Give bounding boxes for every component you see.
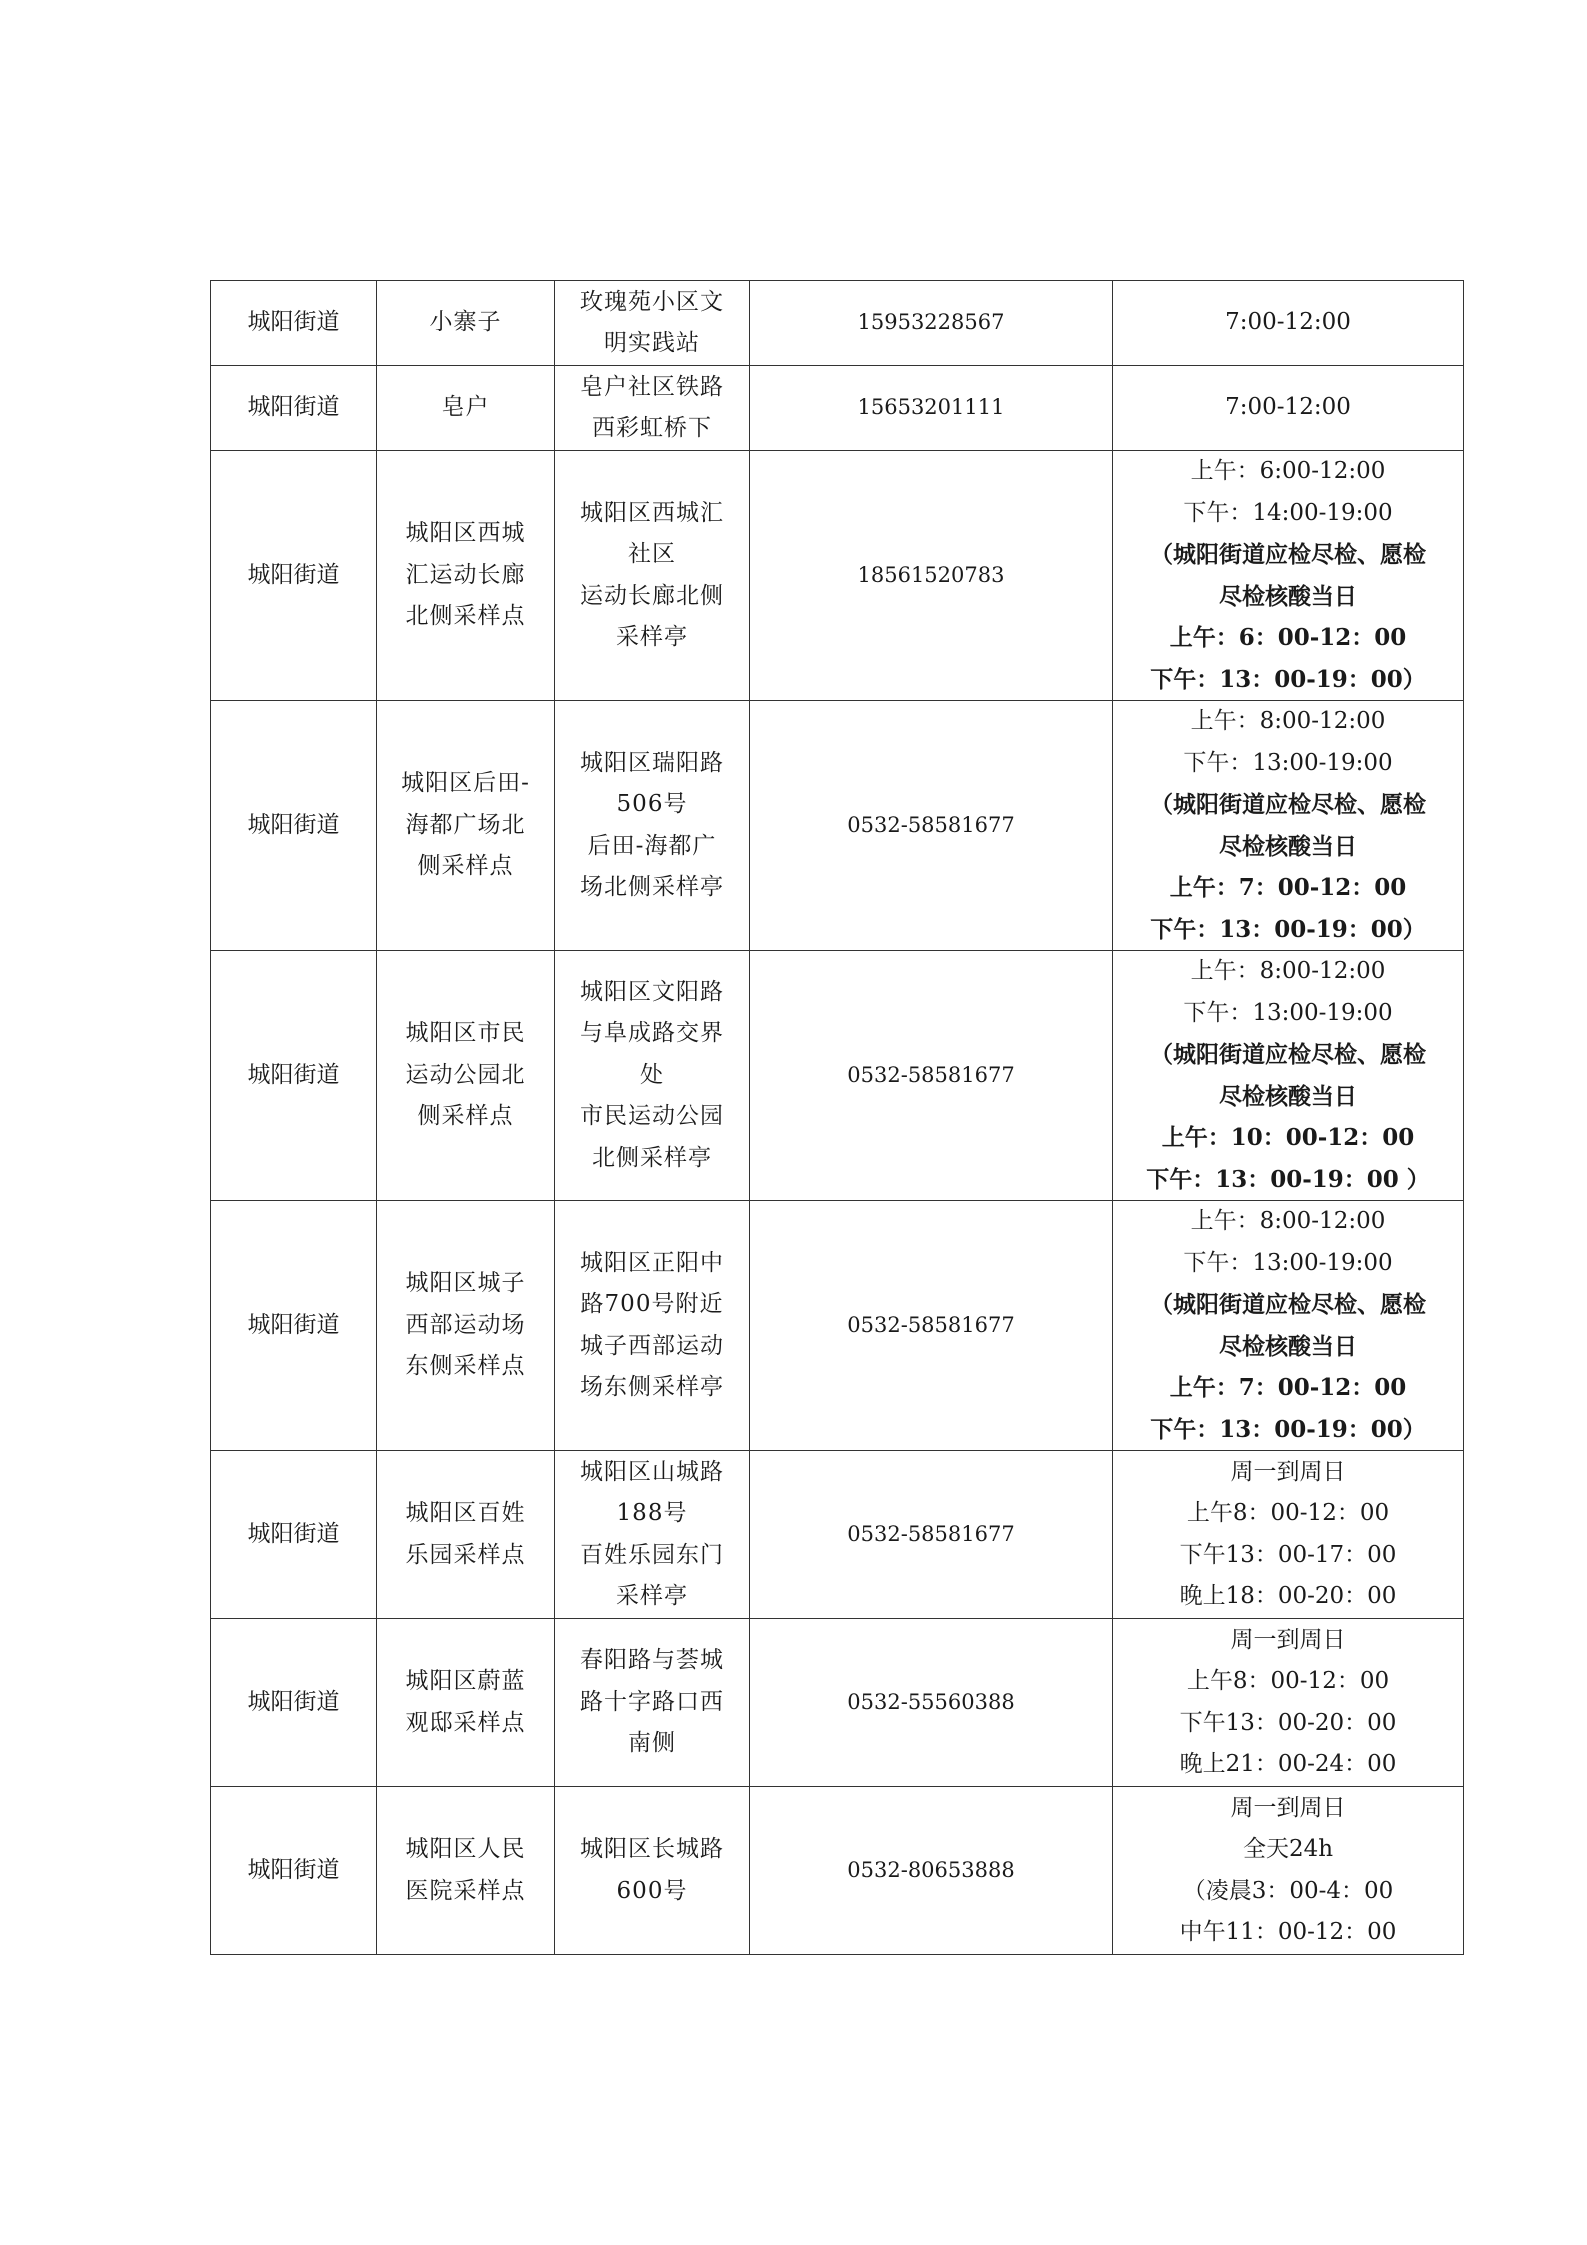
cell-line: 小寨子 xyxy=(429,309,502,336)
cell-line: 下午：13:00-19:00 xyxy=(1183,749,1393,776)
cell-line: 市民运动公园 xyxy=(580,1103,724,1130)
cell-line: 7:00-12:00 xyxy=(1225,394,1351,421)
cell-line: 皂户 xyxy=(441,394,490,421)
table-row xyxy=(211,451,1464,701)
cell-line: 中午11：00-12：00 xyxy=(1179,1919,1397,1945)
cell-line: 侧采样点 xyxy=(417,1103,514,1130)
cell-line: 处 xyxy=(640,1061,664,1088)
cell-line: （城阳街道应检尽检、愿检 xyxy=(1150,1291,1426,1318)
cell-line: 周一到周日 xyxy=(1230,1794,1346,1821)
street-cell: 城阳街道 xyxy=(211,1619,377,1787)
site-name-cell xyxy=(377,951,555,1201)
hours-cell xyxy=(1113,1201,1464,1451)
table-row xyxy=(211,366,1464,451)
cell-line: 汇运动长廊 xyxy=(405,561,526,588)
street-cell: 城阳街道 xyxy=(211,1451,377,1619)
cell-line: 上午：6：00-12：00 xyxy=(1169,624,1407,651)
table-row xyxy=(211,1201,1464,1451)
cell-line: 后田-海都广 xyxy=(587,832,717,859)
location-cell xyxy=(555,451,750,701)
cell-line: 北侧采样亭 xyxy=(592,1144,712,1171)
cell-line: （城阳街道应检尽检、愿检 xyxy=(1150,1041,1426,1068)
site-name-cell xyxy=(377,366,555,451)
hours-cell xyxy=(1113,1619,1464,1787)
cell-line: 上午：7：00-12：00 xyxy=(1169,1374,1407,1401)
cell-line: 采样亭 xyxy=(616,1583,688,1609)
cell-line: 与阜成路交界 xyxy=(580,1020,724,1047)
cell-line: 下午：13：00-19：00） xyxy=(1150,1415,1426,1443)
cell-line: 场东侧采样亭 xyxy=(580,1374,724,1400)
street-cell: 城阳街道 xyxy=(211,701,377,951)
location-cell xyxy=(555,1201,750,1451)
street-cell: 城阳街道 xyxy=(211,1201,377,1451)
cell-line: 晚上21：00-24：00 xyxy=(1179,1751,1397,1777)
table-row xyxy=(211,281,1464,366)
cell-line: 城阳区城子 xyxy=(405,1270,526,1297)
location-cell xyxy=(555,1787,750,1955)
cell-line: 城阳区西城汇 xyxy=(580,499,724,526)
phone-cell: 0532-58581677 xyxy=(750,701,1113,951)
location-cell xyxy=(555,281,750,366)
phone-cell: 0532-58581677 xyxy=(750,1451,1113,1619)
street-cell: 城阳街道 xyxy=(211,1787,377,1955)
cell-line: 玫瑰苑小区文 xyxy=(580,288,724,315)
cell-line: 城阳区正阳中 xyxy=(580,1249,724,1276)
cell-line: 医院采样点 xyxy=(405,1877,526,1904)
cell-line: 运动公园北 xyxy=(405,1061,526,1088)
cell-line: 城阳区西城 xyxy=(405,520,526,547)
table-row xyxy=(211,1619,1464,1787)
cell-line: 城阳区人民 xyxy=(405,1836,526,1862)
cell-line: （城阳街道应检尽检、愿检 xyxy=(1150,541,1426,568)
site-name-cell xyxy=(377,701,555,951)
cell-line: 上午：7：00-12：00 xyxy=(1169,874,1407,901)
cell-line: 城阳区瑞阳路 xyxy=(580,749,724,776)
hours-cell xyxy=(1113,1451,1464,1619)
cell-line: 路700号附近 xyxy=(580,1291,724,1317)
cell-line: 600号 xyxy=(616,1877,688,1904)
street-cell: 城阳街道 xyxy=(211,951,377,1201)
cell-line: 城阳区蔚蓝 xyxy=(405,1668,526,1694)
cell-line: 城阳区长城路 xyxy=(580,1836,724,1862)
cell-line: 运动长廊北侧 xyxy=(580,582,724,609)
cell-line: （凌晨3：00-4：00 xyxy=(1182,1877,1394,1904)
site-name-cell xyxy=(377,1451,555,1619)
hours-cell xyxy=(1113,1787,1464,1955)
cell-line: 下午13：00-17：00 xyxy=(1179,1541,1397,1568)
location-cell xyxy=(555,1619,750,1787)
cell-line: 上午：8:00-12:00 xyxy=(1190,708,1386,734)
cell-line: 下午13：00-20：00 xyxy=(1179,1709,1397,1736)
cell-line: 7:00-12:00 xyxy=(1225,309,1351,336)
site-name-cell xyxy=(377,451,555,701)
hours-cell xyxy=(1113,451,1464,701)
site-name-cell xyxy=(377,281,555,366)
phone-cell: 15953228567 xyxy=(750,281,1113,366)
cell-line: 城阳区后田- xyxy=(401,770,530,797)
cell-line: 百姓乐园东门 xyxy=(580,1541,724,1568)
cell-line: 社区 xyxy=(628,541,676,567)
cell-line: 下午：13：00-19：00） xyxy=(1150,915,1426,943)
cell-line: 明实践站 xyxy=(604,330,700,356)
cell-line: 城阳区市民 xyxy=(405,1020,526,1047)
cell-line: 188号 xyxy=(616,1500,688,1526)
hours-cell xyxy=(1113,701,1464,951)
cell-line: 下午：14:00-19:00 xyxy=(1183,499,1393,526)
cell-line: 城子西部运动 xyxy=(580,1332,724,1359)
street-cell: 城阳街道 xyxy=(211,366,377,451)
cell-line: 西彩虹桥下 xyxy=(592,415,712,441)
site-name-cell xyxy=(377,1787,555,1955)
cell-line: 南侧 xyxy=(628,1730,676,1757)
cell-line: 上午：6:00-12:00 xyxy=(1190,458,1386,484)
phone-cell: 0532-58581677 xyxy=(750,951,1113,1201)
cell-line: 尽检核酸当日 xyxy=(1219,832,1357,860)
cell-line: （城阳街道应检尽检、愿检 xyxy=(1150,791,1426,818)
cell-line: 上午8：00-12：00 xyxy=(1186,1668,1390,1694)
table-body xyxy=(211,281,1464,1955)
street-cell: 城阳街道 xyxy=(211,451,377,701)
location-cell xyxy=(555,701,750,951)
cell-line: 采样亭 xyxy=(616,624,688,650)
street-cell: 城阳街道 xyxy=(211,281,377,366)
cell-line: 上午：8:00-12:00 xyxy=(1190,958,1386,984)
cell-line: 尽检核酸当日 xyxy=(1219,1082,1357,1110)
cell-line: 侧采样点 xyxy=(417,853,514,880)
cell-line: 晚上18：00-20：00 xyxy=(1179,1583,1397,1609)
cell-line: 506号 xyxy=(616,791,688,817)
phone-cell: 0532-58581677 xyxy=(750,1201,1113,1451)
cell-line: 北侧采样点 xyxy=(405,603,526,630)
table-row xyxy=(211,1787,1464,1955)
cell-line: 城阳区山城路 xyxy=(580,1458,724,1485)
location-cell xyxy=(555,951,750,1201)
location-cell xyxy=(555,366,750,451)
cell-line: 城阳区文阳路 xyxy=(580,978,724,1005)
cell-line: 西部运动场 xyxy=(405,1311,526,1338)
site-name-cell xyxy=(377,1201,555,1451)
table-row xyxy=(211,701,1464,951)
hours-cell xyxy=(1113,951,1464,1201)
cell-line: 尽检核酸当日 xyxy=(1219,582,1357,610)
cell-line: 下午：13：00-19：00 ） xyxy=(1146,1165,1430,1193)
phone-cell: 15653201111 xyxy=(750,366,1113,451)
sampling-sites-table xyxy=(210,280,1464,1955)
cell-line: 场北侧采样亭 xyxy=(580,874,724,900)
hours-cell xyxy=(1113,281,1464,366)
cell-line: 周一到周日 xyxy=(1230,1626,1346,1653)
hours-cell xyxy=(1113,366,1464,451)
phone-cell: 0532-55560388 xyxy=(750,1619,1113,1787)
cell-line: 周一到周日 xyxy=(1230,1458,1346,1485)
cell-line: 上午：10：00-12：00 xyxy=(1161,1124,1415,1151)
cell-line: 春阳路与荟城 xyxy=(580,1647,724,1674)
site-name-cell xyxy=(377,1619,555,1787)
cell-line: 下午：13:00-19:00 xyxy=(1183,999,1393,1026)
cell-line: 乐园采样点 xyxy=(405,1541,526,1568)
phone-cell: 18561520783 xyxy=(750,451,1113,701)
cell-line: 上午：8:00-12:00 xyxy=(1190,1208,1386,1234)
cell-line: 上午8：00-12：00 xyxy=(1186,1500,1390,1526)
cell-line: 下午：13：00-19：00） xyxy=(1150,665,1426,693)
cell-line: 路十字路口西 xyxy=(580,1688,724,1715)
cell-line: 海都广场北 xyxy=(405,811,526,838)
cell-line: 观邸采样点 xyxy=(405,1709,526,1736)
phone-cell: 0532-80653888 xyxy=(750,1787,1113,1955)
location-cell xyxy=(555,1451,750,1619)
cell-line: 尽检核酸当日 xyxy=(1219,1332,1357,1360)
cell-line: 城阳区百姓 xyxy=(405,1500,526,1526)
cell-line: 下午：13:00-19:00 xyxy=(1183,1249,1393,1276)
cell-line: 皂户社区铁路 xyxy=(580,373,724,400)
cell-line: 全天24h xyxy=(1242,1836,1334,1862)
cell-line: 东侧采样点 xyxy=(405,1353,526,1380)
table-row xyxy=(211,1451,1464,1619)
table-row xyxy=(211,951,1464,1201)
